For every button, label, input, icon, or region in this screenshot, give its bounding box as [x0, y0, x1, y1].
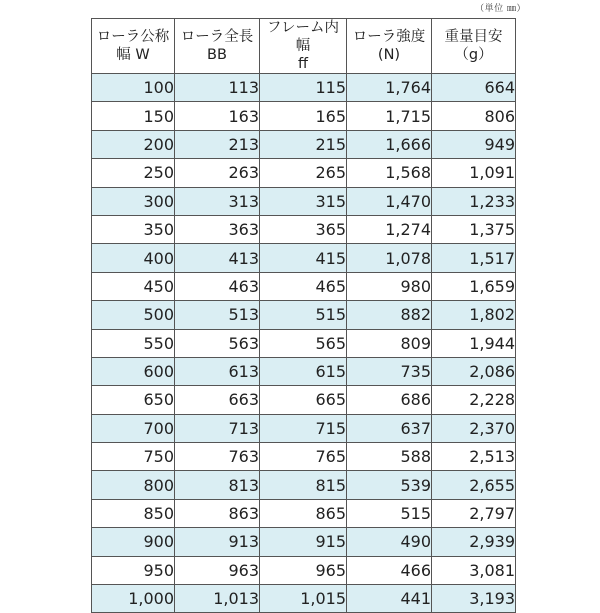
weight-cell: 664 [432, 74, 516, 102]
table-row [92, 215, 516, 243]
roller-strength-cell: 809 [347, 329, 432, 357]
frame-inner-width-cell: 715 [260, 414, 347, 442]
frame-inner-width-cell: 165 [260, 102, 347, 130]
weight-cell: 1,375 [432, 215, 516, 243]
table-row [92, 329, 516, 357]
table-row [92, 187, 516, 215]
nominal-width-cell: 600 [92, 357, 175, 385]
weight-cell: 1,659 [432, 272, 516, 300]
nominal-width-cell: 250 [92, 159, 175, 187]
table-row [92, 499, 516, 527]
table-row [92, 471, 516, 499]
nominal-width-cell: 800 [92, 471, 175, 499]
nominal-width-cell: 300 [92, 187, 175, 215]
table-body [92, 74, 516, 613]
header-line1: ローラ公称 [96, 29, 170, 45]
nominal-width-cell: 450 [92, 272, 175, 300]
nominal-width-cell: 500 [92, 301, 175, 329]
roller-length-cell: 563 [175, 329, 260, 357]
header-row [92, 19, 516, 74]
weight-cell: 2,513 [432, 443, 516, 471]
roller-length-cell: 513 [175, 301, 260, 329]
header-line2: BB [207, 47, 227, 63]
roller-strength-cell: 1,568 [347, 159, 432, 187]
frame-inner-width-cell: 265 [260, 159, 347, 187]
roller-length-cell: 1,013 [175, 585, 260, 613]
table-row [92, 528, 516, 556]
table-row [92, 244, 516, 272]
roller-length-cell: 163 [175, 102, 260, 130]
roller-length-cell: 763 [175, 443, 260, 471]
nominal-width-cell: 350 [92, 215, 175, 243]
frame-inner-width-cell: 415 [260, 244, 347, 272]
frame-inner-width-cell: 565 [260, 329, 347, 357]
weight-cell: 1,233 [432, 187, 516, 215]
weight-cell: 3,081 [432, 556, 516, 584]
roller-strength-cell: 1,078 [347, 244, 432, 272]
frame-inner-width-cell: 115 [260, 74, 347, 102]
frame-inner-width-cell: 365 [260, 215, 347, 243]
roller-length-cell: 113 [175, 74, 260, 102]
frame-inner-width-cell: 765 [260, 443, 347, 471]
nominal-width-cell: 550 [92, 329, 175, 357]
weight-cell: 1,944 [432, 329, 516, 357]
weight-cell: 2,370 [432, 414, 516, 442]
roller-strength-cell: 686 [347, 386, 432, 414]
nominal-width-cell: 150 [92, 102, 175, 130]
nominal-width-cell: 650 [92, 386, 175, 414]
header-line2: ff [298, 56, 308, 72]
roller-strength-cell: 1,470 [347, 187, 432, 215]
roller-strength-cell: 735 [347, 357, 432, 385]
roller-strength-cell: 466 [347, 556, 432, 584]
roller-strength-cell: 882 [347, 301, 432, 329]
frame-inner-width-cell: 865 [260, 499, 347, 527]
weight-cell: 1,517 [432, 244, 516, 272]
weight-cell: 806 [432, 102, 516, 130]
roller-strength-cell: 588 [347, 443, 432, 471]
roller-length-cell: 963 [175, 556, 260, 584]
roller-strength-cell: 1,274 [347, 215, 432, 243]
roller-length-cell: 413 [175, 244, 260, 272]
roller-length-cell: 913 [175, 528, 260, 556]
frame-inner-width-cell: 615 [260, 357, 347, 385]
table-row [92, 443, 516, 471]
nominal-width-cell: 1,000 [92, 585, 175, 613]
header-line2: (N) [377, 47, 401, 63]
roller-length-cell: 663 [175, 386, 260, 414]
nominal-width-cell: 700 [92, 414, 175, 442]
weight-cell: 3,193 [432, 585, 516, 613]
weight-cell: 949 [432, 130, 516, 158]
header-roller-length [175, 19, 260, 74]
roller-strength-cell: 1,666 [347, 130, 432, 158]
roller-length-cell: 813 [175, 471, 260, 499]
header-roller-strength [347, 19, 432, 74]
nominal-width-cell: 100 [92, 74, 175, 102]
weight-cell: 2,939 [432, 528, 516, 556]
weight-cell: 1,091 [432, 159, 516, 187]
frame-inner-width-cell: 1,015 [260, 585, 347, 613]
roller-strength-cell: 515 [347, 499, 432, 527]
nominal-width-cell: 900 [92, 528, 175, 556]
table-row [92, 130, 516, 158]
header-line1: フレーム内幅 [267, 20, 339, 54]
roller-length-cell: 463 [175, 272, 260, 300]
frame-inner-width-cell: 965 [260, 556, 347, 584]
table-row [92, 585, 516, 613]
table-row [92, 386, 516, 414]
table-row [92, 556, 516, 584]
table-row [92, 102, 516, 130]
roller-strength-cell: 637 [347, 414, 432, 442]
header-weight [432, 19, 516, 74]
roller-length-cell: 213 [175, 130, 260, 158]
header-frame-inner-width [260, 19, 347, 74]
nominal-width-cell: 850 [92, 499, 175, 527]
roller-strength-cell: 1,764 [347, 74, 432, 102]
weight-cell: 1,802 [432, 301, 516, 329]
frame-inner-width-cell: 815 [260, 471, 347, 499]
roller-length-cell: 863 [175, 499, 260, 527]
roller-length-cell: 263 [175, 159, 260, 187]
nominal-width-cell: 200 [92, 130, 175, 158]
header-line2: 幅 W [116, 47, 150, 63]
frame-inner-width-cell: 915 [260, 528, 347, 556]
table-row [92, 301, 516, 329]
roller-length-cell: 313 [175, 187, 260, 215]
header-line1: ローラ強度 [352, 29, 426, 45]
roller-strength-cell: 539 [347, 471, 432, 499]
table-row [92, 357, 516, 385]
header-nominal-width [92, 19, 175, 74]
roller-spec-table [91, 18, 516, 613]
roller-strength-cell: 980 [347, 272, 432, 300]
table-row [92, 159, 516, 187]
roller-strength-cell: 1,715 [347, 102, 432, 130]
header-line2: （g） [454, 47, 493, 63]
frame-inner-width-cell: 215 [260, 130, 347, 158]
frame-inner-width-cell: 665 [260, 386, 347, 414]
unit-note: （単位 ㎜） [475, 4, 526, 14]
frame-inner-width-cell: 515 [260, 301, 347, 329]
weight-cell: 2,086 [432, 357, 516, 385]
nominal-width-cell: 750 [92, 443, 175, 471]
table-row [92, 272, 516, 300]
frame-inner-width-cell: 465 [260, 272, 347, 300]
roller-strength-cell: 490 [347, 528, 432, 556]
table-row [92, 74, 516, 102]
nominal-width-cell: 950 [92, 556, 175, 584]
header-line1: ローラ全長 [180, 29, 254, 45]
weight-cell: 2,228 [432, 386, 516, 414]
header-line1: 重量目安 [444, 29, 503, 45]
roller-length-cell: 713 [175, 414, 260, 442]
roller-strength-cell: 441 [347, 585, 432, 613]
nominal-width-cell: 400 [92, 244, 175, 272]
weight-cell: 2,655 [432, 471, 516, 499]
weight-cell: 2,797 [432, 499, 516, 527]
frame-inner-width-cell: 315 [260, 187, 347, 215]
roller-length-cell: 363 [175, 215, 260, 243]
roller-length-cell: 613 [175, 357, 260, 385]
table-row [92, 414, 516, 442]
